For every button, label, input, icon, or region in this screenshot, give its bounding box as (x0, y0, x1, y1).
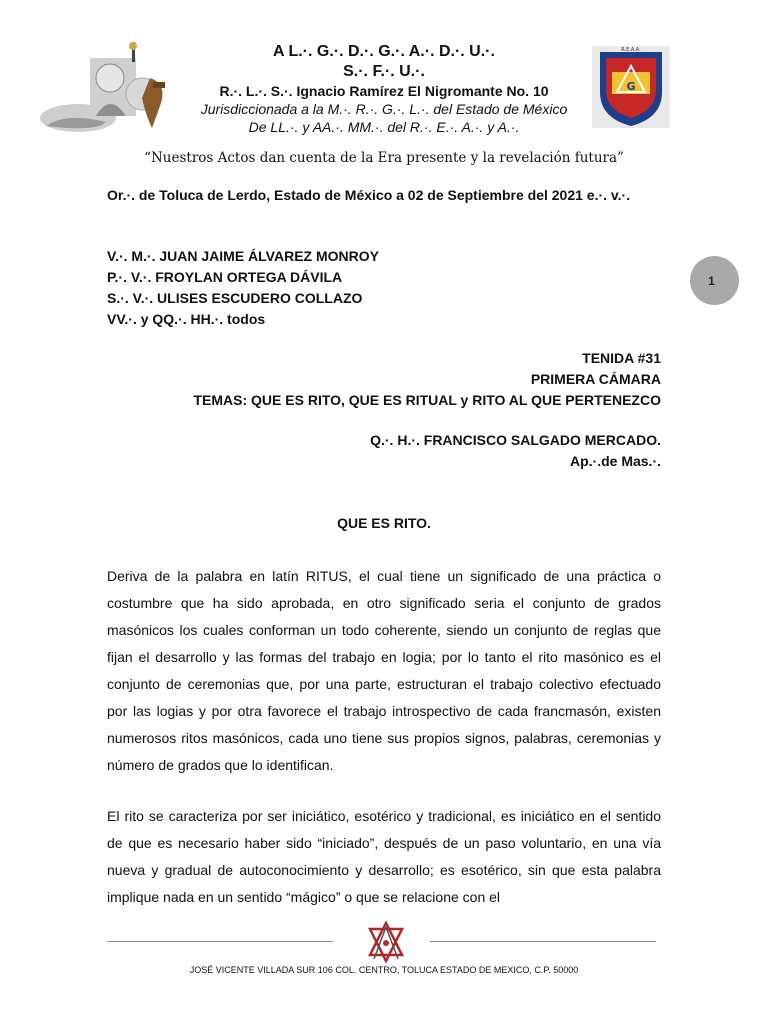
dateline: Or.·. de Toluca de Lerdo, Estado de México a 02 de Septiembre del 2021 e.·. v.·. (107, 187, 631, 203)
recipient: S.·. V.·. ULISES ESCUDERO COLLAZO (107, 290, 363, 306)
footer-rule-left (107, 941, 333, 942)
footer-rule-right (430, 941, 656, 942)
rite-logo-label: R.E.A.A. (621, 47, 641, 53)
topics: TEMAS: QUE ES RITO, QUE ES RITUAL y RITO AL QUE PERTENEZCO (193, 392, 661, 408)
square-compass-icon (366, 921, 406, 963)
recipient: V.·. M.·. JUAN JAIME ÁLVAREZ MONROY (107, 248, 379, 264)
header-motto-abbrev: S.·. F.·. U.·. (343, 63, 425, 80)
recipient: VV.·. y QQ.·. HH.·. todos (107, 311, 266, 327)
rite-shield-logo (592, 46, 670, 128)
recipient: P.·. V.·. FROYLAN ORTEGA DÁVILA (107, 269, 343, 285)
paragraph: El rito se caracteriza por ser iniciático, esotérico y tradicional, es iniciático en el sentido de que es necesario haber sido “iniciado”, después de un paso voluntario, en una vía nueva y gradual de autoconocimiento y desarrollo; es esotérico, sin que esta palabra implique nada en un sentido “mágico” o que se relacione con el (107, 808, 661, 905)
motto: “Nuestros Actos dan cuenta de la Era presente y la revelación futura” (144, 150, 624, 166)
svg-text:G: G (626, 80, 636, 93)
paragraph: Deriva de la palabra en latín RITUS, el cual tiene un significado de una práctica o costumbre que ha sido aprobada, en otro significado seria el conjunto de grados masónicos los cuales conforman un todo coherente, siendo un conjunto de reglas que fijan el desarrollo y las formas del trabajo en logia; por lo tanto el rito masónico es el conjunto de ceremonias que, por una parte, estructuran el trabajo colectivo efectuado por las logias y por otra favorece el trabajo introspectivo de cada francmasón, existen numerosos ritos masónicos, cada uno tiene sus propios signos, palabras, ceremonias y número de grados que lo identifican. (107, 568, 661, 773)
recipients (107, 246, 661, 330)
author-info (107, 430, 661, 472)
header-rite: De LL.·. y AA.·. MM.·. del R.·. E.·. A.·. y A.·. (248, 119, 520, 135)
tenida-number: TENIDA #31 (582, 350, 661, 366)
header-lodge-name: R.·. L.·. S.·. Ignacio Ramírez El Nigromante No. 10 (219, 83, 549, 99)
header-jurisdiction: Jurisdiccionada a la M.·. R.·. G.·. L.·. del Estado de México (200, 101, 568, 117)
chamber: PRIMERA CÁMARA (530, 371, 661, 387)
author-name: Q.·. H.·. FRANCISCO SALGADO MERCADO. (370, 432, 661, 448)
section-title: QUE ES RITO. (337, 515, 431, 531)
header-invocation: A L.·. G.·. D.·. G.·. A.·. D.·. U.·. (273, 43, 495, 60)
author-degree: Ap.·.de Mas.·. (569, 453, 661, 469)
meeting-info (107, 348, 661, 411)
footer-address: JOSÉ VICENTE VILLADA SUR 106 COL. CENTRO, TOLUCA ESTADO DE MEXICO, C.P. 50000 (189, 965, 579, 975)
page-number-badge: 1 (690, 256, 739, 305)
